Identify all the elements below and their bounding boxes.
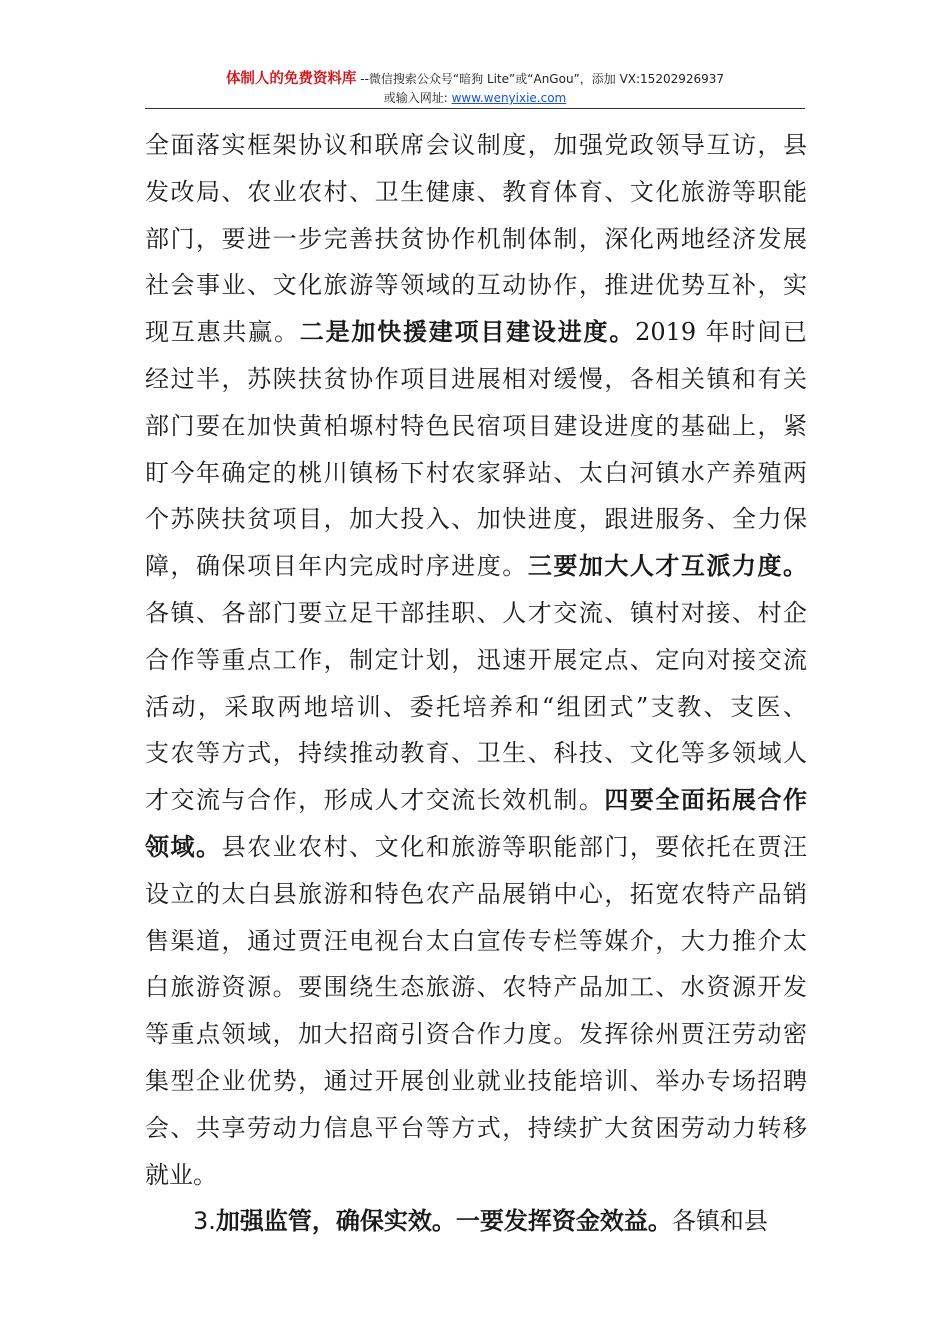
text-segment: 县农业农村、文化和旅游等职能部门，要依托在贾汪 xyxy=(221,832,807,861)
text-segment: 个苏陕扶贫项目，加大投入、加快进度，跟进服务、全力保 xyxy=(145,505,807,534)
text-segment: 就业。 xyxy=(145,1160,217,1189)
text-segment: 才交流与合作，形成人才交流长效机制。 xyxy=(145,786,605,815)
page-header xyxy=(145,70,805,108)
bold-heading-segment: 三要加大人才互派力度。 xyxy=(527,551,807,581)
text-segment: 会、共享劳动力信息平台等方式，持续扩大贫困劳动力转移 xyxy=(145,1113,807,1142)
text-line xyxy=(145,684,807,731)
text-segment: 现互惠共赢。 xyxy=(145,318,300,347)
text-line xyxy=(145,1058,807,1105)
text-line xyxy=(145,262,807,309)
text-line xyxy=(145,122,807,169)
text-line xyxy=(145,777,807,824)
text-line xyxy=(145,871,807,918)
text-segment: 发改局、农业农村、卫生健康、教育体育、文化旅游等职能 xyxy=(145,177,807,206)
text-line xyxy=(145,918,807,965)
text-segment: 各镇、各部门要立足干部挂职、人才交流、镇村对接、村企 xyxy=(145,598,807,627)
document-body xyxy=(145,122,807,1245)
text-line xyxy=(145,1105,807,1152)
text-segment: 等重点领域，加大招商引资合作力度。发挥徐州贾汪劳动密 xyxy=(145,1020,807,1049)
text-segment: 售渠道，通过贾汪电视台太白宣传专栏等媒介，大力推介太 xyxy=(145,926,807,955)
text-line xyxy=(145,964,807,1011)
text-line xyxy=(145,543,807,590)
text-segment: 3. xyxy=(193,1207,216,1236)
text-line xyxy=(145,403,807,450)
text-line xyxy=(145,450,807,497)
text-segment: 部门要在加快黄柏塬村特色民宿项目建设进度的基础上，紧 xyxy=(145,411,807,440)
text-line xyxy=(145,496,807,543)
bold-heading-segment: 加强监管，确保实效。 xyxy=(215,1206,456,1236)
text-segment: 支农等方式，持续推动教育、卫生、科技、文化等多领域人 xyxy=(145,739,807,768)
text-segment: 集型企业优势，通过开展创业就业技能培训、举办专场招聘 xyxy=(145,1066,807,1095)
url-prefix: 或输入网址: xyxy=(383,91,452,105)
text-line xyxy=(145,309,807,356)
bold-heading-segment: 四要全面拓展合作 xyxy=(604,785,807,815)
bold-heading-segment: 领域。 xyxy=(145,831,222,861)
text-line xyxy=(145,730,807,777)
text-line xyxy=(145,1011,807,1058)
text-segment: 各镇和县 xyxy=(671,1207,768,1236)
website-link[interactable]: www.wenyixie.com xyxy=(451,91,567,105)
brand-title: 体制人的免费资料库 xyxy=(225,71,357,87)
text-segment: 经过半，苏陕扶贫协作项目进展相对缓慢，各相关镇和有关 xyxy=(145,364,807,393)
header-line-2 xyxy=(145,89,805,108)
text-line xyxy=(145,824,807,871)
text-line xyxy=(145,1198,807,1245)
header-divider xyxy=(145,108,805,109)
text-segment: 活动，采取两地培训、委托培养和“组团式”支教、支医、 xyxy=(145,692,807,721)
text-segment: 全面落实框架协议和联席会议制度，加强党政领导互访，县 xyxy=(145,131,807,159)
text-segment: 障，确保项目年内完成时序进度。 xyxy=(145,552,528,581)
text-line xyxy=(145,637,807,684)
text-segment: 盯今年确定的桃川镇杨下村农家驿站、太白河镇水产养殖两 xyxy=(145,458,807,487)
text-line xyxy=(145,590,807,637)
text-segment: 2019 年时间已 xyxy=(635,318,807,347)
text-segment: 合作等重点工作，制定计划，迅速开展定点、定向对接交流 xyxy=(145,645,807,674)
text-line xyxy=(145,216,807,263)
text-segment: 白旅游资源。要围绕生态旅游、农特产品加工、水资源开发 xyxy=(145,973,807,1002)
text-segment: 社会事业、文化旅游等领域的互动协作，推进优势互补，实 xyxy=(145,271,807,300)
promo-text: --微信搜索公众号“暗狗 Lite”或“AnGou”，添加 VX:15202926937 xyxy=(356,72,725,86)
text-line xyxy=(145,169,807,216)
text-segment: 部门，要进一步完善扶贫协作机制体制，深化两地经济发展 xyxy=(145,224,807,253)
header-line-1 xyxy=(145,70,805,89)
text-segment: 设立的太白县旅游和特色农产品展销中心，拓宽农特产品销 xyxy=(145,879,807,908)
text-line xyxy=(145,1152,807,1199)
bold-heading-segment: 二是加快援建项目建设进度。 xyxy=(299,317,636,347)
bold-heading-segment: 一要发挥资金效益。 xyxy=(455,1206,672,1236)
text-line xyxy=(145,356,807,403)
